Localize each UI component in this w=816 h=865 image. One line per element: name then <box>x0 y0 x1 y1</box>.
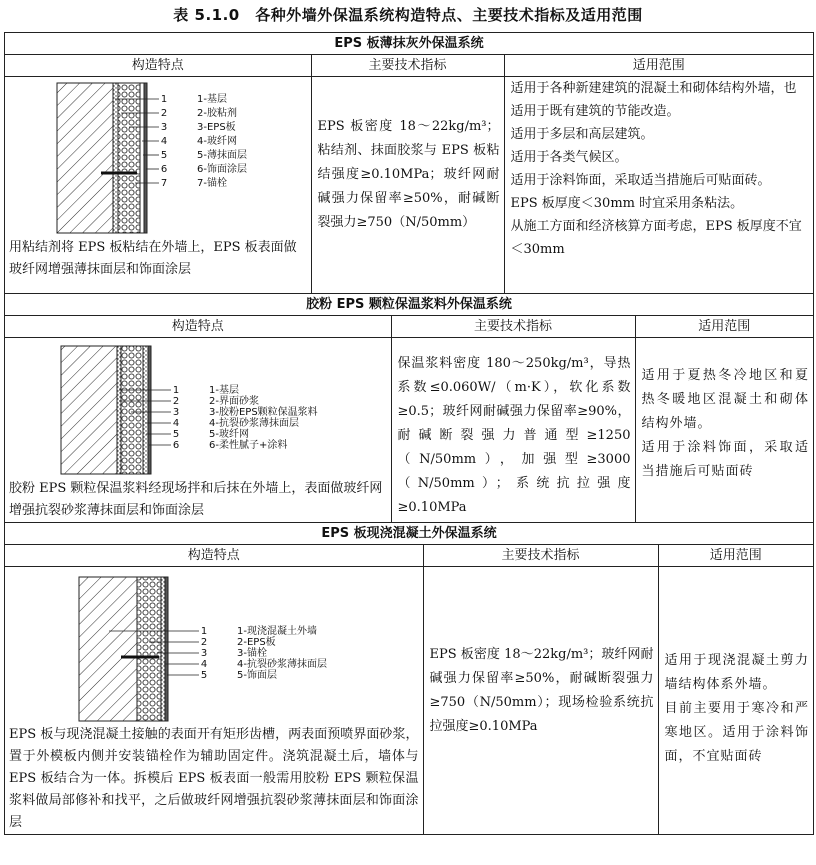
scope-item: 适用于涂料饰面，采取适当措施后可贴面砖。 <box>510 173 771 188</box>
system-3-header-indicators: 主要技术指标 <box>423 545 658 567</box>
legend-number: 1 <box>200 626 208 637</box>
system-1-indicators-cell <box>311 77 504 294</box>
system-3-scope-cell <box>658 567 813 835</box>
legend-number: 5 <box>172 429 180 440</box>
legend-label: 4-抗裂砂浆薄抹面层 <box>209 418 299 429</box>
system-1-header-structure: 构造特点 <box>5 55 311 77</box>
system-2-header-indicators: 主要技术指标 <box>391 316 635 338</box>
legend-number: 2 <box>172 396 180 407</box>
system-3-indicators-cell <box>423 567 658 835</box>
legend-label: 3-EPS板 <box>197 122 236 133</box>
legend-number: 1 <box>160 94 168 105</box>
legend-label: 6-柔性腻子+涂料 <box>209 440 288 451</box>
legend-number: 4 <box>172 418 180 429</box>
legend-label: 7-锚栓 <box>197 178 227 189</box>
system-1-diagram <box>9 77 307 237</box>
system-3-structure-cell <box>5 567 423 835</box>
legend-number: 4 <box>200 659 208 670</box>
legend-label: 4-抗裂砂浆薄抹面层 <box>237 659 327 670</box>
system-1-title: EPS 板薄抹灰外保温系统 <box>5 33 814 55</box>
system-3-header-scope: 适用范围 <box>658 545 813 567</box>
system-1-indicators: EPS 板密度 18～22kg/m³；粘结剂、抹面胶浆与 EPS 板粘结强度≥0.10MPa；玻纤网耐碱强力保留率≥50%，耐碱断裂强力≥750（N/50mm） <box>317 119 500 230</box>
legend-number: 1 <box>172 385 180 396</box>
system-3-header-structure: 构造特点 <box>5 545 423 567</box>
scope-item: 适用于多层和高层建筑。 <box>510 127 654 142</box>
system-1-scope-cell <box>504 77 813 294</box>
legend-number: 6 <box>160 164 168 175</box>
system-3-scope <box>665 649 810 769</box>
scope-item: 适用于涂料饰面，采取适当措施后可贴面砖 <box>641 440 809 479</box>
legend-label: 4-玻纤网 <box>197 136 237 147</box>
insulation-systems-table <box>4 32 814 835</box>
system-2-structure-cell <box>5 338 391 523</box>
scope-item: EPS 板厚度＜30mm 时宜采用条粘法。 <box>510 196 744 211</box>
legend-number: 4 <box>160 136 168 147</box>
legend-number: 2 <box>200 637 208 648</box>
eps-granule-diagram <box>9 338 387 478</box>
system-1-scope <box>511 77 810 261</box>
system-2-header-scope: 适用范围 <box>635 316 813 338</box>
system-2-scope-cell <box>635 338 813 523</box>
legend-label: 2-EPS板 <box>237 637 276 648</box>
legend-label: 2-界面砂浆 <box>209 396 259 407</box>
legend-number: 3 <box>200 648 208 659</box>
system-2-header-structure: 构造特点 <box>5 316 391 338</box>
legend-label: 2-胶粘剂 <box>197 108 237 119</box>
legend-label: 1-现浇混凝土外墙 <box>237 626 317 637</box>
legend-label: 5-玻纤网 <box>209 429 249 440</box>
scope-item: 从施工方面和经济核算方面考虑，EPS 板厚度不宜＜30mm <box>510 219 802 257</box>
legend-number: 3 <box>172 407 180 418</box>
scope-item: 适用于各类气候区。 <box>510 150 628 165</box>
scope-item: 适用于现浇混凝土剪力墙结构体系外墙。 <box>664 653 809 692</box>
legend-label: 3-胶粉EPS颗粒保温浆料 <box>209 407 318 418</box>
system-1-description: 用粘结剂将 EPS 板粘结在外墙上，EPS 板表面做玻纤网增强薄抹面层和饰面涂层 <box>9 240 297 277</box>
system-2-indicators: 保温浆料密度 180～250kg/m³，导热系数≤0.060W/（m·K），软化系数≥0.5；玻纤网耐碱强力保留率≥90%，耐碱断裂强力普通型≥1250（N/50mm），加强型≥3000（N/50mm）；系统抗拉强度≥0.10MPa <box>397 356 631 515</box>
legend-label: 1-基层 <box>209 385 239 396</box>
system-3-description: EPS 板与现浇混凝土接触的表面开有矩形齿槽，两表面预喷界面砂浆，置于外模板内侧并安装锚栓作为辅助固定件。浇筑混凝土后，墙体与 EPS 板结合为一体。拆模后 EPS 板表面一般需用胶粉 EPS 颗粒保温浆料做局部修补和找平，之后做玻纤网增强抗裂砂浆薄抹面层和饰面涂层 <box>9 727 419 830</box>
legend-label: 1-基层 <box>197 94 227 105</box>
scope-item: 适用于各种新建建筑的混凝土和砌体结构外墙，也适用于既有建筑的节能改造。 <box>510 81 797 119</box>
system-1-header-indicators: 主要技术指标 <box>311 55 504 77</box>
system-2-description: 胶粉 EPS 颗粒保温浆料经现场拌和后抹在外墙上，表面做玻纤网增强抗裂砂浆薄抹面层和饰面涂层 <box>9 481 383 518</box>
system-2-diagram <box>9 338 387 478</box>
legend-label: 5-薄抹面层 <box>197 150 247 161</box>
scope-item: 适用于夏热冬冷地区和夏热冬暖地区混凝土和砌体结构外墙。 <box>641 368 809 431</box>
system-3-title: EPS 板现浇混凝土外保温系统 <box>5 523 814 545</box>
system-2-scope <box>642 364 810 484</box>
table-caption: 表 5.1.0 各种外墙外保温系统构造特点、主要技术指标及适用范围 <box>173 6 643 24</box>
system-1-header-scope: 适用范围 <box>504 55 813 77</box>
legend-number: 2 <box>160 108 168 119</box>
cast-concrete-diagram <box>9 567 419 724</box>
legend-number: 6 <box>172 440 180 451</box>
legend-label: 6-饰面涂层 <box>197 164 247 175</box>
legend-label: 3-锚栓 <box>237 648 267 659</box>
system-1-structure-cell <box>5 77 311 294</box>
legend-number: 7 <box>160 178 168 189</box>
system-2-title: 胶粉 EPS 颗粒保温浆料外保温系统 <box>5 294 814 316</box>
legend-number: 5 <box>200 670 208 681</box>
legend-label: 5-饰面层 <box>237 670 277 681</box>
system-3-indicators: EPS 板密度 18～22kg/m³；玻纤网耐碱强力保留率≥50%，耐碱断裂强力≥750（N/50mm）；现场检验系统抗拉强度≥0.10MPa <box>429 647 654 734</box>
scope-item: 目前主要用于寒冷和严寒地区。适用于涂料饰面，不宜贴面砖 <box>664 701 809 764</box>
system-2-indicators-cell <box>391 338 635 523</box>
legend-number: 5 <box>160 150 168 161</box>
system-3-diagram <box>9 567 419 724</box>
legend-number: 3 <box>160 122 168 133</box>
